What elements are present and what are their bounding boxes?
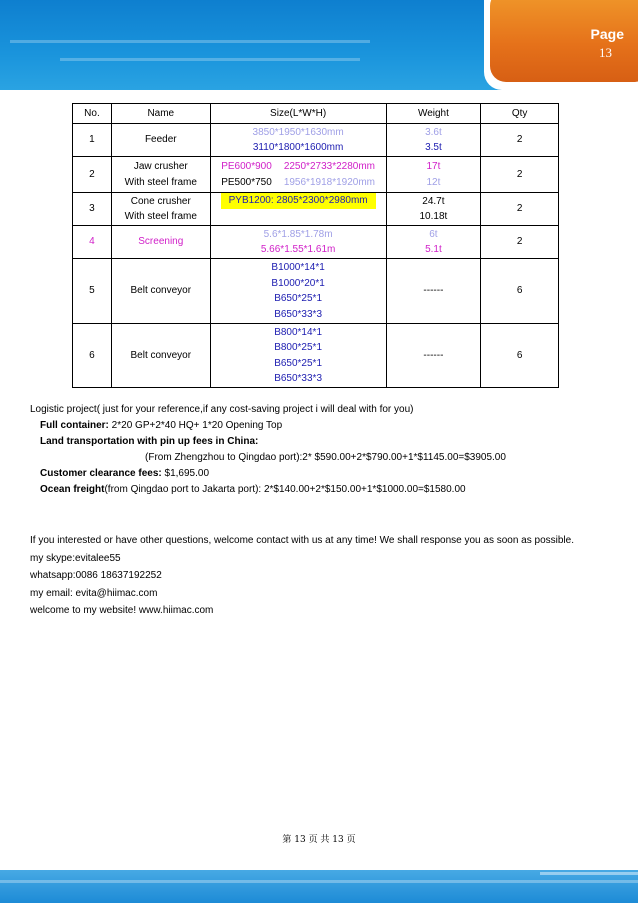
size-line: B1000*14*1 xyxy=(271,262,325,273)
cell-name: Screening xyxy=(111,226,210,259)
cell-no: 3 xyxy=(73,193,112,226)
decorative-stripe xyxy=(540,872,638,875)
customs-value: $1,695.00 xyxy=(161,468,209,479)
customs-label: Customer clearance fees: xyxy=(40,468,162,479)
land-transport-label: Land transportation with pin up fees in China: xyxy=(40,436,259,447)
cell-weight xyxy=(386,193,481,226)
header-size: Size(L*W*H) xyxy=(210,104,386,124)
cell-qty: 2 xyxy=(481,157,559,193)
cell-size xyxy=(210,259,386,324)
decorative-stripe xyxy=(10,40,370,43)
table-row xyxy=(73,124,559,157)
size-line: 5.66*1.55*1.61m xyxy=(260,244,336,255)
table-row xyxy=(73,193,559,226)
cell-no: 1 xyxy=(73,124,112,157)
website-line: welcome to my website! www.hiimac.com xyxy=(30,605,214,616)
cell-size xyxy=(210,193,386,226)
cell-weight xyxy=(386,124,481,157)
cell-name: Feeder xyxy=(111,124,210,157)
size-line: B650*25*1 xyxy=(274,293,323,304)
weight-line: 10.18t xyxy=(419,211,448,222)
decorative-stripe xyxy=(60,58,360,61)
weight-line: 3.6t xyxy=(425,126,442,138)
header-weight: Weight xyxy=(386,104,481,124)
size-line xyxy=(213,175,384,191)
name-line: Cone crusher xyxy=(130,195,191,207)
cell-qty: 2 xyxy=(481,193,559,226)
page-number: 13 xyxy=(599,45,612,60)
size-line: B1000*20*1 xyxy=(271,277,325,289)
ocean-freight-value: (from Qingdao port to Jakarta port): 2*$140.00+2*$150.00+1*$1000.00=$1580.00 xyxy=(104,484,466,495)
table-row xyxy=(73,226,559,259)
cell-qty: 2 xyxy=(481,226,559,259)
name-line: Jaw crusher xyxy=(133,161,188,172)
weight-line: 5.1t xyxy=(425,244,442,255)
cell-qty: 2 xyxy=(481,124,559,157)
size-line: B650*33*3 xyxy=(274,373,323,384)
dimensions: 1956*1918*1920mm xyxy=(283,176,375,188)
size-line: B800*14*1 xyxy=(274,326,323,338)
cell-name xyxy=(111,157,210,193)
decorative-stripe xyxy=(0,880,638,883)
header-band xyxy=(0,0,638,90)
footer-band xyxy=(0,870,638,903)
size-line: 3850*1950*1630mm xyxy=(252,126,344,138)
cell-name: Belt conveyor xyxy=(111,324,210,388)
contact-section xyxy=(30,532,574,620)
cell-name: Belt conveyor xyxy=(111,259,210,324)
cell-weight xyxy=(386,157,481,193)
weight-line: 12t xyxy=(426,176,441,188)
full-container-label: Full container: xyxy=(40,420,109,431)
cell-qty: 6 xyxy=(481,259,559,324)
cell-no: 2 xyxy=(73,157,112,193)
cell-qty: 6 xyxy=(481,324,559,388)
name-line: With steel frame xyxy=(124,211,197,222)
email-line: my email: evita@hiimac.com xyxy=(30,587,158,599)
full-container-line xyxy=(30,418,506,434)
logistic-intro: Logistic project( just for your reference,if any cost-saving project i will deal with for you) xyxy=(30,404,414,415)
cell-no: 6 xyxy=(73,324,112,388)
page-tab xyxy=(484,0,638,90)
table-header-row xyxy=(73,104,559,124)
cell-no: 4 xyxy=(73,226,112,259)
model: PE600*900 xyxy=(221,161,272,172)
footer-page-number: 第 13 页 共 13 页 xyxy=(282,835,356,845)
cell-size xyxy=(210,226,386,259)
size-line: 3110*1800*1600mm xyxy=(252,142,344,153)
cell-size xyxy=(210,157,386,193)
logistic-section xyxy=(30,402,506,498)
table-row xyxy=(73,157,559,193)
header-qty: Qty xyxy=(481,104,559,124)
equipment-table xyxy=(72,103,559,388)
weight-line: 17t xyxy=(426,161,441,172)
highlighted-size: PYB1200: 2805*2300*2980mm xyxy=(221,193,376,209)
full-container-value: 2*20 GP+2*40 HQ+ 1*20 Opening Top xyxy=(108,420,283,431)
table-row xyxy=(73,324,559,388)
land-transport-detail: (From Zhengzhou to Qingdao port):2* $590.00+2*$790.00+1*$1145.00=$3905.00 xyxy=(145,452,506,463)
model: PE500*750 xyxy=(221,176,272,188)
contact-intro: If you interested or have other questions, welcome contact with us at any time! We shall response you as soon as possible. xyxy=(30,535,574,546)
cell-name xyxy=(111,193,210,226)
weight-line: 24.7t xyxy=(422,195,445,207)
name-line: With steel frame xyxy=(124,176,197,188)
cell-size xyxy=(210,124,386,157)
size-line xyxy=(213,159,384,175)
table-row xyxy=(73,259,559,324)
cell-no: 5 xyxy=(73,259,112,324)
header-name: Name xyxy=(111,104,210,124)
cell-weight xyxy=(386,226,481,259)
land-transport-line xyxy=(30,434,506,450)
skype-line: my skype:evitalee55 xyxy=(30,552,121,564)
dimensions: 2250*2733*2280mm xyxy=(283,161,375,172)
whatsapp-line: whatsapp:0086 18637192252 xyxy=(30,570,162,581)
weight-line: 3.5t xyxy=(425,142,442,153)
size-line: B650*25*1 xyxy=(274,357,323,369)
customs-line xyxy=(30,466,506,482)
weight-line: 6t xyxy=(429,228,438,240)
ocean-freight-label: Ocean freight xyxy=(40,484,105,495)
size-line: B800*25*1 xyxy=(274,342,323,353)
size-line: B650*33*3 xyxy=(274,308,323,320)
ocean-freight-line xyxy=(30,482,506,498)
cell-weight: ------ xyxy=(386,324,481,388)
page-label: Page xyxy=(590,26,624,42)
cell-weight: ------ xyxy=(386,259,481,324)
header-no: No. xyxy=(73,104,112,124)
cell-size xyxy=(210,324,386,388)
size-line: 5.6*1.85*1.78m xyxy=(263,228,333,240)
